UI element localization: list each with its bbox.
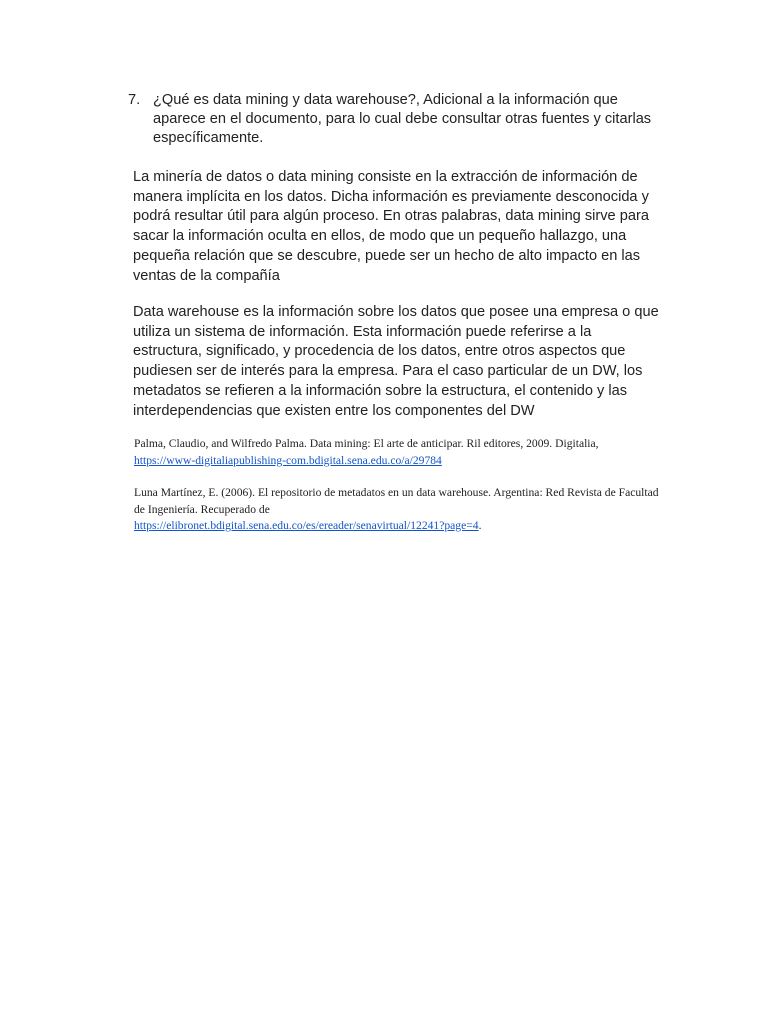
reference-1-text: Palma, Claudio, and Wilfredo Palma. Data mining: El arte de anticipar. Ril editores, 2009. Digitalia, [134,437,599,450]
reference-2-suffix: . [478,519,482,532]
reference-2 [134,485,664,535]
reference-2-link[interactable]: https://elibronet.bdigital.sena.edu.co/es/ereader/senavirtual/12241?page=4 [134,519,479,532]
reference-2-text: Luna Martínez, E. (2006). El repositorio de metadatos en un data warehouse. Argentina: Red Revista de Facultad de Ingeniería. Recuperado de [134,486,659,516]
question-number: 7. [128,92,141,108]
reference-1 [134,436,664,469]
paragraph-data-warehouse: Data warehouse es la información sobre los datos que posee una empresa o que utiliza un sistema de información. Esta información puede referirse a la estructura, significado, y procedencia de los datos, entre otros aspectos que pudiesen ser de interés para la empresa. Para el caso particular de un DW, los metadatos se refieren a la información sobre la estructura, el contenido y las interdependencias que existen entre los componentes del DW [133,304,659,419]
question-text: ¿Qué es data mining y data warehouse?, Adicional a la información que aparece en el documento, para lo cual debe consultar otras fuentes y citarlas específicamente. [153,92,652,147]
reference-1-link[interactable]: https://www-digitaliapublishing-com.bdigital.sena.edu.co/a/29784 [134,453,442,467]
question-item [128,91,668,149]
paragraph-data-mining: La minería de datos o data mining consiste en la extracción de información de manera implícita en los datos. Dicha información es previamente desconocida y podrá resultar útil para algún proceso. En otras palabras, data mining sirve para sacar la información oculta en ellos, de modo que un pequeño hallazgo, una pequeña relación que se descubre, puede ser un hecho de alto impacto en las ventas de la compañía [133,169,649,284]
